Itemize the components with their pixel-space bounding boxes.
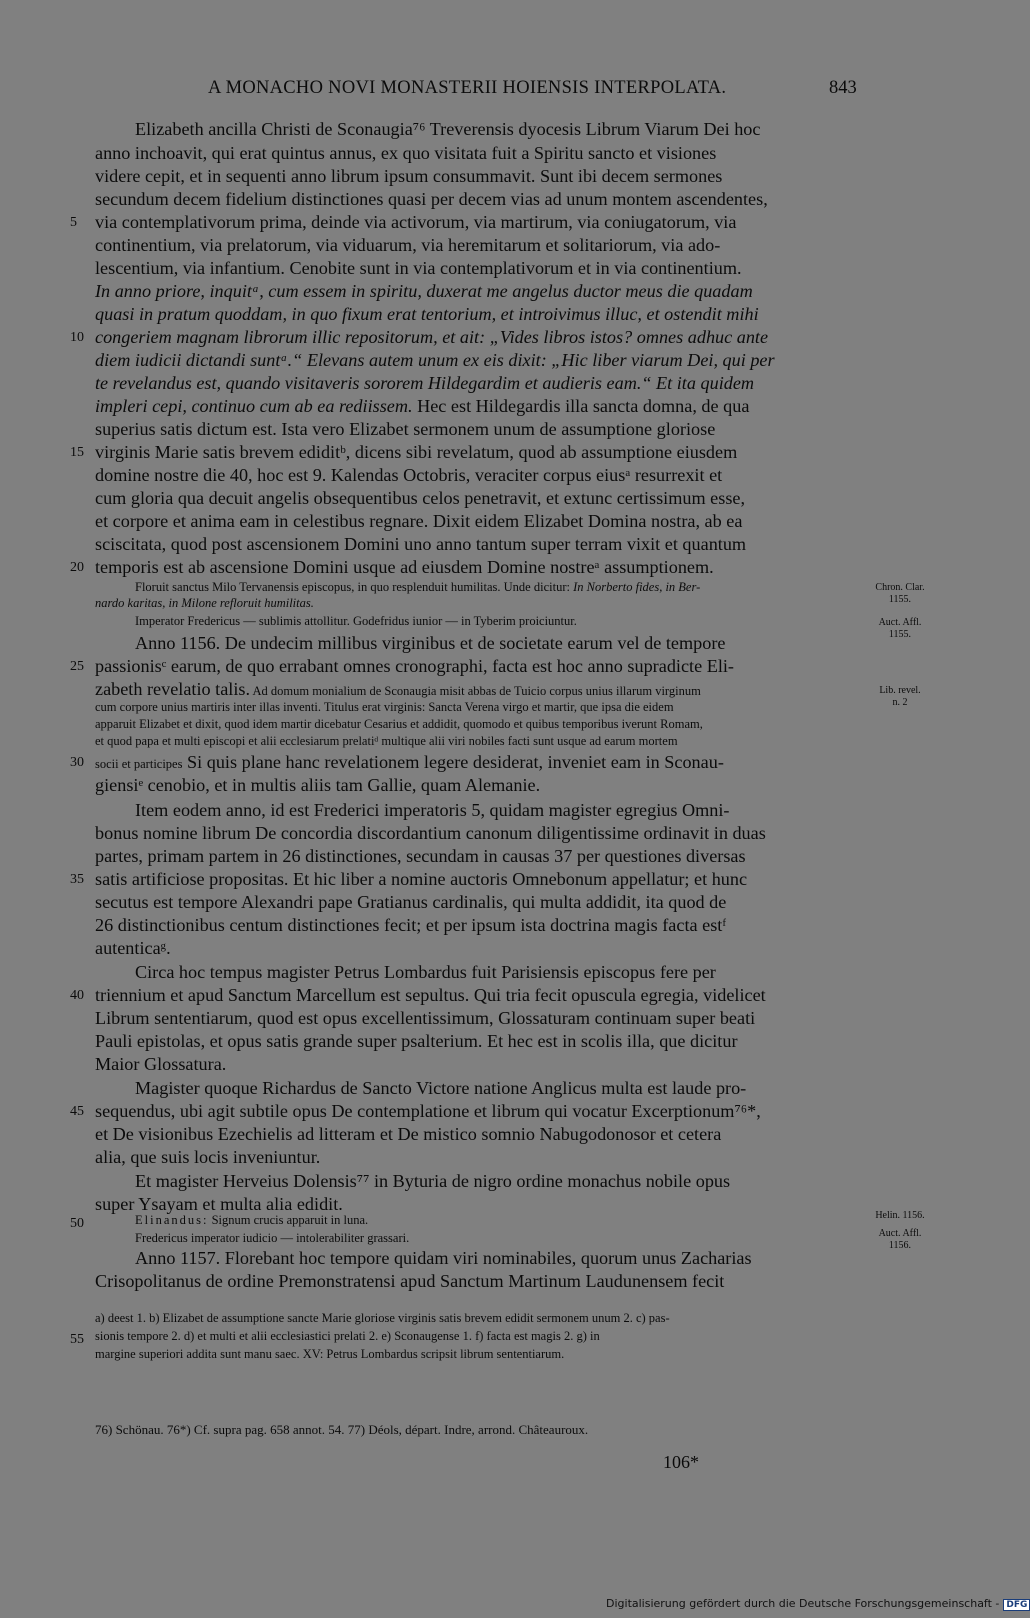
text-line <box>95 1194 343 1215</box>
running-title: A MONACHO NOVI MONASTERII HOIENSIS INTERPOLATA. <box>208 78 727 98</box>
line-text: Elizabeth ancilla Christi de Sconaugia⁷⁶ Treverensis dyocesis Librum Viarum Dei hoc <box>135 119 761 139</box>
text-line <box>95 258 742 279</box>
line-text: apparuit Elizabet et dixit, quod idem martir dicebatur Cesarius et addidit, quomodo et quibus temporibus iverunt Romam, <box>95 717 703 731</box>
text-line <box>95 775 540 796</box>
text-line <box>95 557 714 578</box>
line-text: nardo karitas, in Milone refloruit humilitas. <box>95 596 314 610</box>
text-line <box>95 700 674 715</box>
line-number: 30 <box>70 755 84 770</box>
line-text: alia, que suis locis inveniuntur. <box>95 1147 321 1167</box>
text-line <box>135 962 716 983</box>
small-text: socii et participes <box>95 757 183 771</box>
text-line <box>135 119 760 140</box>
dfg-credit-text: Digitalisierung gefördert durch die Deutsche Forschungsgemeinschaft - <box>606 1597 1000 1610</box>
text-line <box>95 679 701 700</box>
text-line <box>95 442 737 463</box>
text-line <box>135 1078 746 1099</box>
line-text: giensiᵉ cenobio, et in multis aliis tam Gallie, quam Alemanie. <box>95 775 541 795</box>
line-text: superius satis dictum est. Ista vero Elizabet sermonem unum de assumptione gloriose <box>95 419 716 439</box>
line-text: Hec est Hildegardis illa sancta domna, de qua <box>412 396 750 416</box>
text-line <box>95 419 715 440</box>
line-text: super Ysayam et multa alia edidit. <box>95 1194 343 1214</box>
line-number: 15 <box>70 445 84 460</box>
line-text: cum gloria qua decuit angelis obsequentibus celos penetravit, et extunc certissimum esse, <box>95 488 746 508</box>
text-line <box>95 235 720 256</box>
line-number: 25 <box>70 659 84 674</box>
text-line <box>95 1031 738 1052</box>
line-text: lescentium, via infantium. Cenobite sunt in via contemplativorum et in via continentium. <box>95 258 742 278</box>
page-number: 843 <box>829 78 857 98</box>
text-line <box>135 633 725 654</box>
line-text: bonus nomine librum De concordia discordantium canonum diligentissime ordinavit in duas <box>95 823 766 843</box>
line-text: cum corpore unius martiris inter illas inventi. Titulus erat virginis: Sancta Verena virgo et martir, que ipsa die eidem <box>95 700 674 714</box>
text-line <box>95 465 722 486</box>
line-text: diem iudicii dictandi suntᵃ.“ Elevans autem unum ex eis dixit: „Hic liber viarum Dei, qui per <box>95 350 775 370</box>
line-text: a) deest 1. b) Elizabet de assumptione sancte Marie gloriose virginis satis brevem edidit sermonem unum 2. c) pas- <box>95 1311 670 1325</box>
line-text: Pauli epistolas, et opus satis grande super psalterium. Et hec est in scolis illa, que dicitur <box>95 1031 738 1051</box>
line-text: sequendus, ubi agit subtile opus De contemplatione et librum qui vocatur Excerptionum⁷⁶*, <box>95 1101 761 1121</box>
line-text: Librum sententiarum, quod est opus excellentissimum, Glossaturam continuam super beati <box>95 1008 756 1028</box>
text-line <box>95 915 726 936</box>
text-line <box>95 1124 721 1145</box>
line-text: Circa hoc tempus magister Petrus Lombardus fuit Parisiensis episcopus fere per <box>135 962 716 982</box>
line-text: 26 distinctionibus centum distinctiones fecit; et per ipsum ista doctrina magis facta estᶠ <box>95 915 727 935</box>
line-text: continentium, via prelatorum, via viduarum, via heremitarum et solitariorum, via ado- <box>95 235 721 255</box>
text-line <box>95 1347 564 1362</box>
line-text: anno inchoavit, qui erat quintus annus, ex quo visitata fuit a Spiritu sancto et visiones <box>95 143 717 163</box>
text-line <box>95 534 746 555</box>
line-text: Et magister Herveius Dolensis⁷⁷ in Byturia de nigro ordine monachus nobile opus <box>135 1171 731 1191</box>
line-text: triennium et apud Sanctum Marcellum est sepultus. Qui tria fecit opuscula egregia, videlicet <box>95 985 766 1005</box>
line-text: passionisᶜ earum, de quo errabant omnes cronographi, facta est hoc anno supradicte Eli- <box>95 656 734 676</box>
line-text: secundum decem fidelium distinctiones quasi per decem vias ad unum montem ascendentes, <box>95 189 768 209</box>
text-line <box>135 614 577 629</box>
line-number: 5 <box>70 215 77 230</box>
dfg-logo: DFG <box>1003 1599 1030 1611</box>
text-line <box>95 396 749 417</box>
text-line <box>95 656 734 677</box>
line-text: Anno 1156. De undecim millibus virginibus et de societate earum vel de tempore <box>135 633 726 653</box>
line-text: temporis est ab ascensione Domini usque ad eiusdem Domine nostreᵃ assumptionem. <box>95 557 714 577</box>
text-line <box>95 869 747 890</box>
italic-text: impleri cepi, continuo cum ab ea rediissem. <box>95 396 413 416</box>
text-line <box>95 488 745 509</box>
text-line <box>95 892 726 913</box>
line-text: sionis tempore 2. d) et multi et alii ecclesiastici prelati 2. e) Sconaugense 1. f) facta est magis 2. g) in <box>95 1329 600 1343</box>
line-text: Magister quoque Richardus de Sancto Victore natione Anglicus multa est laude pro- <box>135 1078 747 1098</box>
line-text: domine nostre die 40, hoc est 9. Kalendas Octobris, veraciter corpus eiusᵃ resurrexit et <box>95 465 723 485</box>
text-line <box>95 511 742 532</box>
line-text: quasi in pratum quoddam, in quo fixum erat tentorium, et introivimus illuc, et ostendit mihi <box>95 304 759 324</box>
line-text: virginis Marie satis brevem ediditᵇ, dicens sibi revelatum, quod ab assumptione eiusdem <box>95 442 738 462</box>
line-number: 55 <box>70 1332 84 1347</box>
text-line <box>95 304 759 325</box>
reference-notes: 76) Schönau. 76*) Cf. supra pag. 658 annot. 54. 77) Déols, départ. Indre, arrond. Châteauroux. <box>95 1422 589 1437</box>
text-line <box>135 1231 409 1246</box>
line-text: Item eodem anno, id est Frederici imperatoris 5, quidam magister egregius Omni- <box>135 800 730 820</box>
line-text: congeriem magnam librorum illic repositorum, et ait: „Vides libros istos? omnes adhuc ante <box>95 327 769 347</box>
text-line <box>135 800 729 821</box>
margin-note: Lib. revel. n. 2 <box>879 685 921 708</box>
text-line <box>135 1213 368 1228</box>
italic-text: In Norberto fides, in Ber- <box>569 580 701 594</box>
text-line <box>95 350 775 371</box>
line-text: Crisopolitanus de ordine Premonstratensi apud Sanctum Martinum Laudunensem fecit <box>95 1271 725 1291</box>
line-text: et quod papa et multi episcopi et alii ecclesiarum prelatiᵈ multique alii viri nobiles facti sunt usque ad earum mortem <box>95 734 678 748</box>
text-line <box>95 823 766 844</box>
margin-note: Auct. Affl. 1156. <box>878 1228 922 1251</box>
line-text: satis artificiose propositas. Et hic liber a nomine auctoris Omnebonum appellatur; et hunc <box>95 869 748 889</box>
text-line <box>95 166 722 187</box>
text-line <box>95 373 754 394</box>
line-text: Si quis plane hanc revelationem legere desiderat, inveniet eam in Sconau- <box>182 752 724 772</box>
text-line <box>95 212 736 233</box>
line-text: margine superiori addita sunt manu saec. XV: Petrus Lombardus scripsit librum sententiarum. <box>95 1347 565 1361</box>
small-text: Ad domum monialium de Sconaugia misit abbas de Tuicio corpus unius illarum virginum <box>250 684 701 698</box>
line-text: sciscitata, quod post ascensionem Domini uno anno tantum super terram vixit et quantum <box>95 534 747 554</box>
spaced-name: Elinandus: <box>135 1213 209 1227</box>
line-text: Floruit sanctus Milo Tervanensis episcopus, in quo resplenduit humilitas. Unde dicitur: <box>135 580 570 594</box>
text-line <box>95 1329 600 1344</box>
text-line <box>95 1311 670 1326</box>
line-text: videre cepit, et in sequenti anno librum ipsum consummavit. Sunt ibi decem sermones <box>95 166 723 186</box>
line-text: et corpore et anima eam in celestibus regnare. Dixit eidem Elizabet Domina nostra, ab ea <box>95 511 743 531</box>
text-line <box>95 846 746 867</box>
text-line <box>135 1248 752 1269</box>
text-line <box>95 717 703 732</box>
margin-note: Helin. 1156. <box>875 1210 925 1221</box>
line-text: Fredericus imperator iudicio — intolerabiliter grassari. <box>135 1231 410 1245</box>
line-text: Signum crucis apparuit in luna. <box>208 1213 369 1227</box>
text-line <box>135 1171 730 1192</box>
signature-mark: 106* <box>663 1452 699 1472</box>
line-text: zabeth revelatio talis. <box>95 679 251 699</box>
text-line <box>95 752 724 773</box>
line-text: Imperator Fredericus — sublimis attollitur. Godefridus iunior — in Tyberim proiciuntur. <box>135 614 577 628</box>
text-line <box>95 1271 724 1292</box>
line-text: via contemplativorum prima, deinde via activorum, via martirum, via coniugatorum, via <box>95 212 737 232</box>
text-line <box>95 1008 755 1029</box>
text-line <box>95 189 768 210</box>
line-text: Maior Glossatura. <box>95 1054 227 1074</box>
text-line <box>95 327 768 348</box>
line-number: 45 <box>70 1104 84 1119</box>
text-line <box>95 143 716 164</box>
dfg-credit <box>606 1597 1030 1611</box>
text-line <box>95 1054 226 1075</box>
text-line <box>95 596 314 611</box>
line-text: et De visionibus Ezechielis ad litteram et De mistico somnio Nabugodonosor et cetera <box>95 1124 722 1144</box>
line-number: 35 <box>70 872 84 887</box>
line-number: 20 <box>70 560 84 575</box>
text-line <box>95 938 171 959</box>
line-number: 10 <box>70 330 84 345</box>
margin-note: Chron. Clar. 1155. <box>875 582 925 605</box>
text-line <box>95 281 753 302</box>
line-text: te revelandus est, quando visitaveris sororem Hildegardim et audieris eam.“ Et ita quidem <box>95 373 755 393</box>
text-line <box>95 1147 320 1168</box>
line-text: In anno priore, inquitᵃ, cum essem in spiritu, duxerat me angelus ductor meus die quadam <box>95 281 753 301</box>
margin-note: Auct. Affl. 1155. <box>878 617 922 640</box>
line-number: 50 <box>70 1216 84 1231</box>
text-line <box>95 734 678 749</box>
text-line <box>95 985 766 1006</box>
line-text: Anno 1157. Florebant hoc tempore quidam viri nominabiles, quorum unus Zacharias <box>135 1248 752 1268</box>
line-text: partes, primam partem in 26 distinctiones, secundam in causas 37 per questiones diversas <box>95 846 746 866</box>
line-number: 40 <box>70 988 84 1003</box>
text-line <box>135 580 700 595</box>
line-text: secutus est tempore Alexandri pape Gratianus cardinalis, qui multa addidit, ita quod de <box>95 892 727 912</box>
text-line <box>95 1101 761 1122</box>
line-text: autenticaᵍ. <box>95 938 171 958</box>
